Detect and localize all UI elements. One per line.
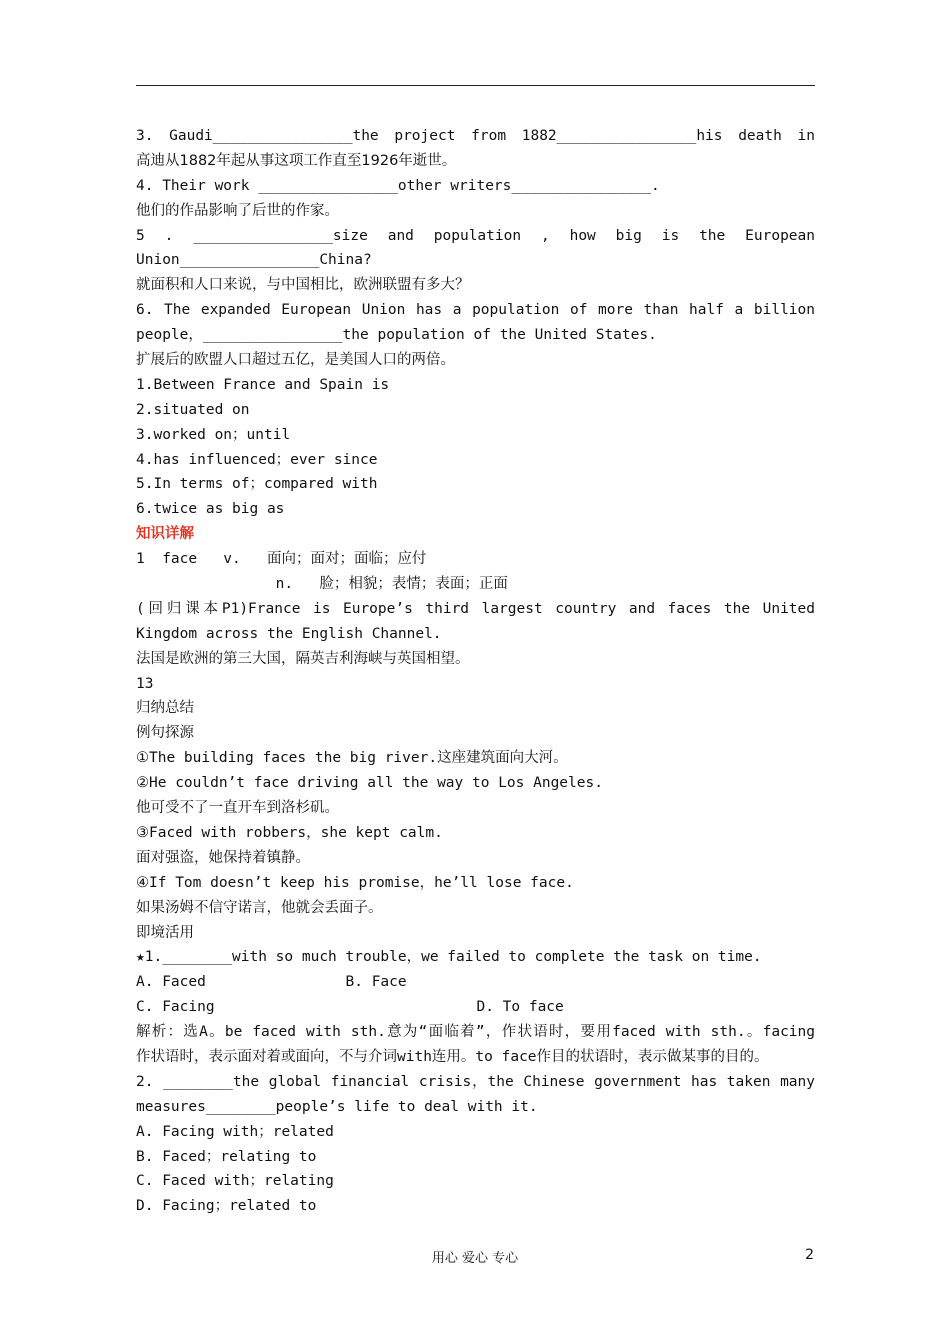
header-rule: [136, 85, 815, 86]
text-line: 法国是欧洲的第三大国，隔英吉利海峡与英国相望。: [136, 650, 470, 667]
answer-line: 2.situated on: [136, 401, 250, 418]
text-line: (回归课本P1)France is Europe’s third largest country and faces the United: [136, 600, 815, 617]
example-translation: 他可受不了一直开车到洛杉矶。: [136, 800, 339, 817]
option-line: A. Facing with；related: [136, 1123, 334, 1140]
text-line: people，________________the population of the United States.: [136, 327, 657, 344]
example-line: ③Faced with robbers，she kept calm.: [136, 824, 443, 841]
text-line: 6. The expanded European Union has a population of more than half a billion: [136, 302, 815, 319]
example-line: ②He couldn’t face driving all the way to Los Angeles.: [136, 775, 603, 792]
example-translation: 如果汤姆不信守诺言，他就会丢面子。: [136, 899, 383, 916]
option-line: B. Faced；relating to: [136, 1148, 317, 1165]
answer-line: 4.has influenced；ever since: [136, 451, 378, 468]
text-line: 他们的作品影响了后世的作家。: [136, 202, 339, 219]
option-line: A. Faced B. Face: [136, 974, 407, 991]
option-line: D. Facing；related to: [136, 1198, 317, 1215]
answer-line: 6.twice as big as: [136, 501, 285, 518]
text-line: 4. Their work ________________other writers________________.: [136, 177, 660, 194]
explanation-line: 作状语时，表示面对着或面向，不与介词with连用。to face作目的状语时，表示做某事的目的。: [136, 1048, 769, 1065]
example-line: ④If Tom doesn’t keep his promise，he’ll lose face.: [136, 874, 574, 891]
explanation-line: 解析：选A。be faced with sth.意为“面临着”，作状语时，要用faced with sth.。facing: [136, 1024, 815, 1041]
section-heading: 知识详解: [136, 526, 194, 543]
example-line: ①The building faces the big river.这座建筑面向大河。: [136, 750, 568, 767]
text-line: 高迪从1882年起从事这项工作直至1926年逝世。: [136, 152, 457, 169]
text-line: 扩展后的欧盟人口超过五亿，是美国人口的两倍。: [136, 352, 455, 369]
text-line: Kingdom across the English Channel.: [136, 625, 442, 642]
text-line: 5 . ________________size and population , how big is the European: [136, 227, 815, 244]
question-line: 2. ________the global financial crisis，the Chinese government has taken many: [136, 1073, 815, 1090]
text-line: 1 face v. 面向；面对；面临；应付: [136, 551, 427, 568]
text-line: 就面积和人口来说，与中国相比，欧洲联盟有多大？: [136, 277, 470, 294]
footer-motto: 用心 爱心 专心: [431, 1251, 519, 1266]
option-line: C. Facing D. To face: [136, 999, 564, 1016]
subheading: 例句探源: [136, 725, 194, 742]
page-footer: [0, 1247, 950, 1267]
answer-line: 3.worked on；until: [136, 426, 291, 443]
subheading: 归纳总结: [136, 700, 194, 717]
subheading: 即境活用: [136, 924, 194, 941]
page-number: 2: [805, 1247, 814, 1263]
question-line: ★1.________with so much trouble，we failed to complete the task on time.: [136, 949, 762, 966]
text-line: 13: [136, 675, 154, 692]
text-line: Union________________China?: [136, 252, 372, 269]
option-line: C. Faced with；relating: [136, 1173, 334, 1190]
answer-line: 5.In terms of；compared with: [136, 476, 378, 493]
text-line: n. 脸；相貌；表情；表面；正面: [136, 576, 508, 593]
answer-line: 1.Between France and Spain is: [136, 376, 390, 393]
example-translation: 面对强盗，她保持着镇静。: [136, 849, 310, 866]
text-line: 3. Gaudi________________the project from 1882________________his death in: [136, 128, 815, 144]
page-content: [136, 124, 815, 1219]
question-line: measures________people’s life to deal with it.: [136, 1098, 538, 1115]
